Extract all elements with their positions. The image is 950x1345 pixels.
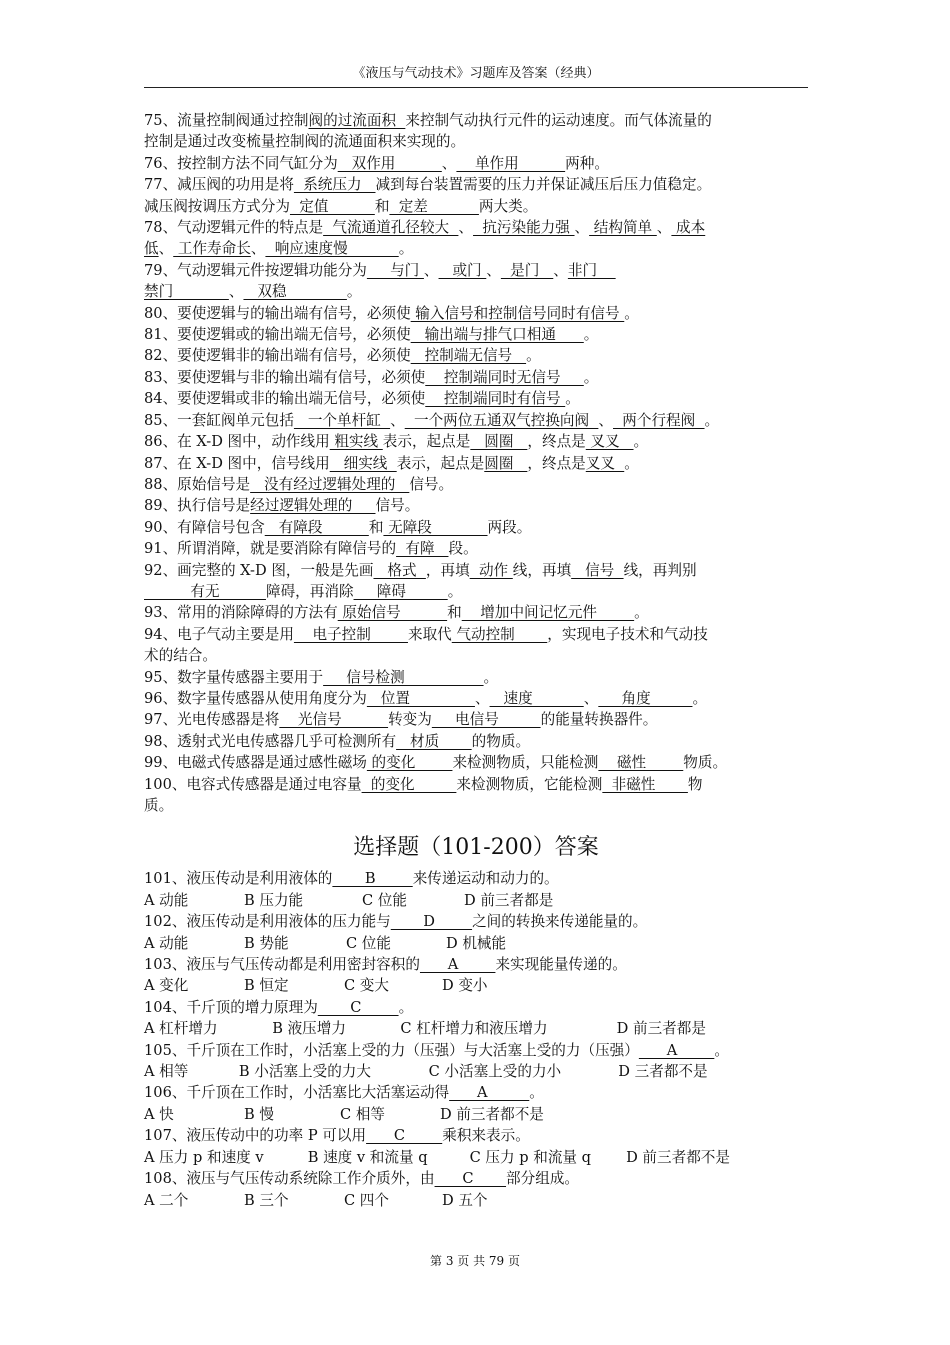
option-d: D 前三者都不是	[626, 1148, 730, 1166]
option-b: B 恒定	[244, 977, 289, 995]
answer-blank: 控制端无信号	[410, 347, 527, 365]
question-text: 104、千斤顶的增力原理为	[144, 998, 318, 1016]
question-text: 80、要使逻辑与的输出端有信号，必须使	[144, 304, 411, 322]
question-text: 两种。	[565, 154, 609, 172]
question-text: 。	[583, 326, 599, 344]
question-text: 79、气动逻辑元件按逻辑功能分为	[144, 261, 367, 279]
answer-blank: 有障	[396, 540, 449, 558]
answer-blank: 圆圈	[484, 454, 528, 472]
answer-blank: B	[332, 870, 413, 888]
answer-blank: 与门	[366, 261, 424, 279]
question-line	[144, 153, 808, 174]
question-line	[144, 517, 808, 538]
question-text: 101、液压传动是利用液体的	[144, 870, 333, 888]
answer-blank: 障碍	[353, 582, 448, 600]
question-text: 75、流量控制阀通过控制	[144, 112, 309, 129]
question-line	[144, 560, 808, 581]
question-text: 、	[390, 411, 405, 429]
question-text: 、	[598, 411, 613, 429]
options-row	[144, 975, 808, 996]
answer-blank: 格式	[373, 561, 426, 579]
question-text: 、	[486, 261, 501, 279]
question-text: ，终点是	[527, 433, 586, 451]
question-text: 84、要使逻辑或非的输出端无信号，必须使	[144, 390, 426, 408]
question-text: 表示，起点是	[382, 433, 471, 451]
question-text: 83、要使逻辑与非的输出端有信号，必须使	[144, 368, 426, 386]
answer-blank: 气流通道孔径较大	[323, 219, 459, 237]
question-text: 107、液压传动中的功率 P 可以用	[144, 1127, 367, 1145]
question-line	[144, 110, 808, 131]
question-line	[144, 688, 808, 709]
options-row	[144, 1104, 808, 1125]
answer-blank: 控制端同时无信号	[425, 368, 584, 386]
answer-blank: 抗污染能力强	[473, 219, 575, 237]
answer-blank: C	[317, 998, 399, 1016]
document-title: 《液压与气动技术》习题库及答案（经典）	[352, 66, 600, 81]
question-line	[144, 367, 808, 388]
answer-blank: 禁门	[144, 283, 229, 301]
question-line	[144, 345, 808, 366]
question-text: 、	[574, 219, 590, 237]
question-text: 减到每台装置需要的压力并保证减压后压力值稳定。	[375, 176, 712, 194]
document-body	[144, 110, 808, 1211]
question-text: 94、电子气动主要是用	[144, 625, 294, 643]
question-text: 、	[228, 283, 244, 301]
option-c: C 压力 p 和流量 q	[469, 1148, 592, 1166]
answer-blank: 叉叉	[585, 454, 625, 472]
question-text: 106、千斤顶在工作时，小活塞比大活塞运动得	[144, 1084, 450, 1102]
question-line	[144, 495, 808, 516]
question-line	[144, 667, 808, 688]
question-text: 、	[474, 689, 490, 707]
question-text: 。	[624, 304, 639, 322]
option-c: C 相等	[340, 1105, 385, 1123]
question-line	[144, 538, 808, 559]
answer-blank: 粗实线	[329, 433, 383, 451]
answer-blank: 一个单杆缸	[293, 411, 391, 429]
answer-blank: 动作	[469, 561, 513, 579]
question-line	[144, 474, 808, 495]
question-line	[144, 1082, 808, 1103]
answer-blank: 叉叉	[585, 433, 634, 451]
option-c: C 位能	[362, 891, 407, 909]
option-c: C 变大	[344, 977, 389, 995]
question-text: 85、一套缸阀单元包括	[144, 411, 294, 429]
question-text: 来检测物质，只能检测	[452, 754, 599, 772]
question-text: 之间的转换来传递能量的。	[472, 913, 648, 931]
option-d: D 变小	[442, 977, 488, 995]
answer-blank: 两个行程阀	[613, 411, 705, 429]
answer-blank: A	[419, 956, 496, 974]
question-line	[144, 731, 808, 752]
answer-blank: 输出端与排气口相通	[410, 326, 584, 344]
question-text: 来传递运动和动力的。	[412, 870, 559, 888]
option-a: A 变化	[144, 977, 189, 995]
question-text: 89、执行信号是	[144, 497, 251, 515]
question-line	[144, 645, 808, 666]
question-text: 两段。	[487, 518, 532, 536]
question-text: 的能量转换器件。	[540, 711, 658, 729]
question-text: 和	[374, 197, 390, 215]
answer-blank: 无障段	[383, 518, 488, 536]
answer-blank: 磁性	[598, 754, 684, 772]
question-line	[144, 1168, 808, 1189]
option-b: B 液压增力	[272, 1020, 346, 1038]
question-line	[144, 260, 808, 281]
answer-blank: 成本	[671, 219, 706, 237]
option-a: A 压力 p 和速度 v	[144, 1148, 264, 1166]
question-text: 、	[441, 154, 457, 172]
question-text: 线，再填	[512, 561, 572, 579]
question-line	[144, 774, 808, 795]
question-text: 105、千斤顶在工作时，小活塞上受的力（压强）与大活塞上受的力（压强）	[144, 1041, 639, 1059]
answer-blank: 系统压力	[293, 176, 376, 194]
answer-blank: 材质	[396, 732, 472, 750]
answer-blank: 是门	[500, 261, 554, 279]
answer-blank: C	[434, 1170, 507, 1188]
question-line	[144, 911, 808, 932]
question-text: 78、气动逻辑元件的特点是	[144, 219, 324, 237]
options-row	[144, 1190, 808, 1211]
question-text: 部分组成。	[506, 1170, 580, 1188]
answer-blank: 的变化	[361, 775, 457, 793]
option-c: C 位能	[346, 934, 391, 952]
question-text: 物	[687, 775, 703, 793]
answer-blank: 有障段	[264, 518, 369, 536]
question-line	[144, 1125, 808, 1146]
option-b: B 势能	[244, 934, 289, 952]
question-text: 88、原始信号是	[144, 475, 251, 493]
choice-answers	[144, 868, 808, 1211]
question-text: 信号。	[375, 497, 420, 515]
question-text: 来控制气动执行元件的运动速度。而气体流量的	[405, 112, 712, 129]
question-text: 和	[368, 518, 384, 536]
question-text: 93、常用的消除障碍的方法有	[144, 604, 338, 622]
option-c: C 小活塞上受的力小	[428, 1063, 562, 1081]
question-text: 物质。	[683, 754, 728, 772]
question-text: 。	[529, 1084, 544, 1102]
question-text: 102、液压传动是利用液体的压力能与	[144, 913, 391, 931]
question-line	[144, 196, 808, 217]
question-text: 、	[583, 689, 599, 707]
answer-blank: A	[449, 1084, 530, 1102]
answer-blank: 没有经过逻辑处理的	[250, 475, 410, 493]
section-title: 选择题（101-200）答案	[353, 835, 599, 861]
answer-blank: A	[638, 1041, 715, 1059]
answer-blank: 电信号	[431, 711, 541, 729]
question-text: 76、按控制方法不同气缸分为	[144, 154, 338, 172]
answer-blank: C	[366, 1127, 443, 1145]
question-text: 的物质。	[471, 732, 531, 750]
question-line	[144, 174, 808, 195]
answer-blank: 定差	[389, 197, 479, 215]
option-c: C 杠杆增力和液压增力	[400, 1020, 548, 1038]
question-line	[144, 453, 808, 474]
question-text: 。	[714, 1041, 729, 1059]
answer-blank: 结构简单	[589, 219, 657, 237]
option-b: B 慢	[244, 1105, 274, 1123]
question-text: 、	[553, 261, 568, 279]
question-text: 、	[458, 219, 474, 237]
question-text: 段。	[448, 540, 478, 558]
answer-blank: 角度	[598, 689, 693, 707]
question-line	[144, 709, 808, 730]
option-a: A 动能	[144, 934, 189, 952]
question-line	[144, 868, 808, 889]
question-text: 99、电磁式传感器是通过感性磁场	[144, 754, 367, 772]
question-text: 103、液压与气压传动都是利用密封容积的	[144, 956, 420, 974]
question-text: 86、在 X-D 图中，动作线用	[144, 433, 330, 451]
question-text: 和	[447, 604, 462, 622]
answer-blank: 信号检测	[323, 668, 484, 686]
answer-blank: 输入信号和控制信号同时有信号	[410, 304, 625, 322]
question-text: 。	[583, 368, 599, 386]
question-text: 98、透射式光电传感器几乎可检测所有	[144, 732, 397, 750]
question-text: 95、数字量传感器主要用于	[144, 668, 324, 686]
option-b: B 三个	[244, 1191, 289, 1209]
answer-blank: 控制端同时有信号	[425, 390, 566, 408]
question-text: 来实现能量传递的。	[495, 956, 627, 974]
page-footer	[0, 1252, 950, 1269]
options-row	[144, 890, 808, 911]
question-line	[144, 431, 808, 452]
answer-blank: 双作用	[337, 154, 442, 172]
option-d: D 前三者都是	[616, 1020, 706, 1038]
question-line	[144, 388, 808, 409]
question-text: 质。	[144, 797, 174, 814]
question-text: 、	[250, 240, 266, 258]
answer-blank: 圆圈	[470, 433, 528, 451]
options-row	[144, 1018, 808, 1039]
question-line	[144, 602, 808, 623]
question-text: 转变为	[388, 711, 432, 729]
answer-blank: 的变化	[366, 754, 453, 772]
question-text: 。	[398, 240, 414, 258]
question-text: 。	[633, 433, 649, 451]
question-line	[144, 997, 808, 1018]
options-row	[144, 933, 808, 954]
question-line	[144, 217, 808, 238]
option-d: D 前三者都不是	[440, 1105, 544, 1123]
question-text: 81、要使逻辑或的输出端无信号，必须使	[144, 326, 411, 344]
answer-blank: 细实线	[329, 454, 397, 472]
answer-blank: 非磁性	[602, 775, 688, 793]
question-text: 乘积来表示。	[442, 1127, 530, 1145]
question-text: 。	[692, 689, 708, 707]
question-text: ，终点是	[527, 454, 586, 472]
question-line	[144, 795, 808, 816]
question-text: ，再填	[425, 561, 470, 579]
question-line	[144, 410, 808, 431]
question-text: 减压阀按调压方式分为	[144, 197, 290, 215]
question-line	[144, 131, 808, 152]
option-a: A 杠杆增力	[144, 1020, 218, 1038]
question-text: ，实现电子技术和气动技	[547, 625, 708, 643]
page-header	[144, 62, 808, 88]
options-row	[144, 1061, 808, 1082]
question-text: 、	[656, 219, 672, 237]
question-text: 108、液压与气压传动系统除工作介质外，由	[144, 1170, 435, 1188]
answer-blank: 单作用	[456, 154, 566, 172]
question-text: 87、在 X-D 图中，信号线用	[144, 454, 330, 472]
question-text: 。	[447, 582, 463, 600]
question-text: 来检测物质，它能检测	[456, 775, 603, 793]
answer-blank: 经过逻辑处理的	[250, 497, 376, 515]
question-text: 97、光电传感器是将	[144, 711, 280, 729]
option-a: A 快	[144, 1105, 174, 1123]
question-text: 障碍，再消除	[265, 582, 354, 600]
question-text: 来取代	[407, 625, 452, 643]
answer-blank: 双稳	[243, 283, 347, 301]
question-text: 96、数字量传感器从使用角度分为	[144, 689, 367, 707]
answer-blank: 电子控制	[293, 625, 408, 643]
question-line	[144, 581, 808, 602]
answer-blank: 非门	[567, 261, 616, 279]
question-text: 。	[565, 390, 580, 408]
answer-blank: 气动控制	[451, 625, 548, 643]
question-text: 。	[346, 283, 362, 301]
question-text: 、	[423, 261, 439, 279]
option-b: B 小活塞上受的力大	[238, 1063, 371, 1081]
question-text: 两大类。	[478, 197, 538, 215]
question-line	[144, 281, 808, 302]
options-row	[144, 1147, 808, 1168]
question-text: 。	[704, 411, 720, 429]
answer-blank: 工作寿命长	[173, 240, 251, 258]
option-d: D 三者都不是	[618, 1063, 708, 1081]
answer-blank: D	[390, 913, 473, 931]
fill-in-answers	[144, 110, 808, 816]
option-d: D 机械能	[446, 934, 507, 952]
question-line	[144, 324, 808, 345]
question-text: 。	[526, 347, 541, 365]
question-text: 100、电容式传感器是通过电容量	[144, 775, 362, 793]
answer-blank: 一个两位五通双气控换向阀	[404, 411, 599, 429]
option-b: B 速度 v 和流量 q	[307, 1148, 428, 1166]
answer-blank: 低	[144, 240, 159, 258]
question-line	[144, 624, 808, 645]
question-line	[144, 954, 808, 975]
answer-blank: 或门	[438, 261, 487, 279]
option-d: D 五个	[442, 1191, 488, 1209]
answer-blank: 增加中间记忆元件	[461, 604, 635, 622]
option-a: A 二个	[144, 1191, 189, 1209]
question-text: 线，再判别	[623, 561, 697, 579]
question-text: 表示，起点是	[396, 454, 485, 472]
question-text: 。	[398, 998, 414, 1016]
question-text: 91、所谓消障，就是要消除有障信号的	[144, 540, 397, 558]
option-b: B 压力能	[244, 891, 304, 909]
question-line	[144, 303, 808, 324]
question-line	[144, 752, 808, 773]
answer-blank: 阀的过流面积	[308, 112, 406, 129]
answer-blank: 原始信号	[337, 604, 448, 622]
option-c: C 四个	[344, 1191, 389, 1209]
question-text: 术的结合。	[144, 647, 217, 665]
answer-blank: 位置	[366, 689, 475, 707]
answer-blank: 光信号	[279, 711, 389, 729]
answer-blank: 有无	[144, 582, 266, 600]
option-a: A 动能	[144, 891, 189, 909]
question-text: 。	[483, 668, 499, 686]
answer-blank: 响应速度慢	[265, 240, 399, 258]
question-text: 77、减压阀的功用是将	[144, 176, 294, 194]
option-d: D 前三者都是	[464, 891, 554, 909]
question-text: 90、有障信号包含	[144, 518, 265, 536]
question-text: 信号。	[409, 475, 454, 493]
question-text: 92、画完整的 X-D 图，一般是先画	[144, 561, 374, 579]
question-text: 82、要使逻辑非的输出端有信号，必须使	[144, 347, 411, 365]
question-text: 控制是通过改变梳量控制阀的流通面积来实现的。	[144, 133, 466, 151]
page-number: 第 3 页 共 79 页	[430, 1254, 520, 1268]
question-line	[144, 238, 808, 259]
question-text: 。	[634, 604, 649, 622]
question-text: 。	[624, 454, 639, 472]
answer-blank: 速度	[489, 689, 584, 707]
question-text: 、	[158, 240, 174, 258]
answer-blank: 信号	[571, 561, 624, 579]
option-a: A 相等	[144, 1063, 189, 1081]
question-line	[144, 1040, 808, 1061]
answer-blank: 定值	[289, 197, 375, 215]
